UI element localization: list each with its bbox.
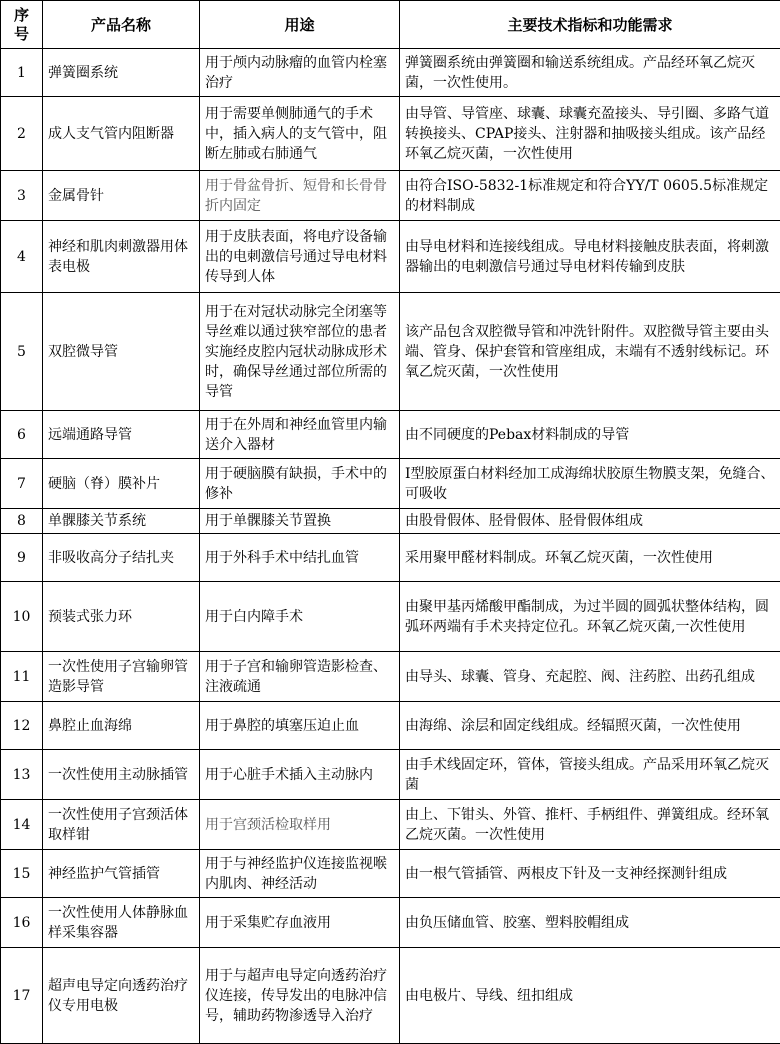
- table-row: [1, 652, 780, 702]
- product-use: 用于心脏手术插入主动脉内: [200, 750, 400, 800]
- product-name: 一次性使用人体静脉血样采集容器: [43, 898, 200, 948]
- product-use: 用于子宫和输卵管造影检查、注液疏通: [200, 652, 400, 702]
- row-number: 12: [1, 702, 43, 750]
- row-number: 13: [1, 750, 43, 800]
- row-number: 1: [1, 49, 43, 97]
- product-use: 用于骨盆骨折、短骨和长骨骨折内固定: [200, 171, 400, 221]
- table-row: [1, 582, 780, 652]
- product-spec: 由导管、导管座、球囊、球囊充盈接头、导引圈、多路气道转换接头、CPAP接头、注射器和抽吸接头组成。该产品经环氧乙烷灭菌，一次性使用: [400, 97, 780, 171]
- product-name: 双腔微导管: [43, 293, 200, 411]
- product-name: 远端通路导管: [43, 411, 200, 459]
- product-spec: 由不同硬度的Pebax材料制成的导管: [400, 411, 780, 459]
- product-spec: 由股骨假体、胫骨假体、胫骨假体组成: [400, 509, 780, 534]
- product-use: 用于与神经监护仪连接监视喉内肌肉、神经活动: [200, 850, 400, 898]
- table-row: [1, 800, 780, 850]
- product-spec: 该产品包含双腔微导管和冲洗针附件。双腔微导管主要由头端、管身、保护套管和管座组成，末端有不透射线标记。环氧乙烷灭菌，一次性使用: [400, 293, 780, 411]
- row-number: 14: [1, 800, 43, 850]
- row-number: 3: [1, 171, 43, 221]
- row-number: 7: [1, 459, 43, 509]
- table-row: [1, 49, 780, 97]
- product-spec: 由手术线固定环，管体，管接头组成。产品采用环氧乙烷灭菌: [400, 750, 780, 800]
- product-use: 用于采集贮存血液用: [200, 898, 400, 948]
- row-number: 5: [1, 293, 43, 411]
- product-use: 用于硬脑膜有缺损，手术中的修补: [200, 459, 400, 509]
- product-name: 非吸收高分子结扎夹: [43, 534, 200, 582]
- product-spec: 由聚甲基丙烯酸甲酯制成，为过半圆的圆弧状整体结构，圆弧环两端有手术夹持定位孔。环氧乙烷灭菌,一次性使用: [400, 582, 780, 652]
- row-number: 4: [1, 221, 43, 293]
- product-spec: 采用聚甲醛材料制成。环氧乙烷灭菌，一次性使用: [400, 534, 780, 582]
- product-spec: 由电极片、导线、纽扣组成: [400, 948, 780, 1044]
- table-row: [1, 534, 780, 582]
- product-name: 超声电导定向透药治疗仪专用电极: [43, 948, 200, 1044]
- product-name: 金属骨针: [43, 171, 200, 221]
- product-name: 一次性使用子宫颈活体取样钳: [43, 800, 200, 850]
- product-use: 用于在外周和神经血管里内输送介入器材: [200, 411, 400, 459]
- product-spec: 由符合ISO-5832-1标准规定和符合YY/T 0605.5标准规定的材料制成: [400, 171, 780, 221]
- product-use: 用于皮肤表面，将电疗设备输出的电刺激信号通过导电材料传导到人体: [200, 221, 400, 293]
- table-row: [1, 97, 780, 171]
- product-name: 成人支气管内阻断器: [43, 97, 200, 171]
- row-number: 8: [1, 509, 43, 534]
- product-spec: 由负压储血管、胶塞、塑料胶帽组成: [400, 898, 780, 948]
- header-no: 序号: [1, 1, 43, 49]
- product-use: 用于白内障手术: [200, 582, 400, 652]
- product-use: 用于宫颈活检取样用: [200, 800, 400, 850]
- table-row: [1, 293, 780, 411]
- row-number: 2: [1, 97, 43, 171]
- table-row: [1, 850, 780, 898]
- table-row: [1, 948, 780, 1044]
- product-name: 预装式张力环: [43, 582, 200, 652]
- product-use: 用于单髁膝关节置换: [200, 509, 400, 534]
- product-use: 用于颅内动脉瘤的血管内栓塞治疗: [200, 49, 400, 97]
- product-name: 单髁膝关节系统: [43, 509, 200, 534]
- product-name: 鼻腔止血海绵: [43, 702, 200, 750]
- table-row: [1, 459, 780, 509]
- table-row: [1, 702, 780, 750]
- product-use: 用于需要单侧肺通气的手术中，插入病人的支气管中，阻断左肺或右肺通气: [200, 97, 400, 171]
- row-number: 9: [1, 534, 43, 582]
- product-spec: 弹簧圈系统由弹簧圈和输送系统组成。产品经环氧乙烷灭菌，一次性使用。: [400, 49, 780, 97]
- product-name: 神经和肌肉刺激器用体表电极: [43, 221, 200, 293]
- row-number: 16: [1, 898, 43, 948]
- row-number: 11: [1, 652, 43, 702]
- product-spec: 由一根气管插管、两根皮下针及一支神经探测针组成: [400, 850, 780, 898]
- product-use: 用于外科手术中结扎血管: [200, 534, 400, 582]
- product-use: 用于与超声电导定向透药治疗仪连接，传导发出的电脉冲信号，辅助药物渗透导入治疗: [200, 948, 400, 1044]
- table-row: [1, 171, 780, 221]
- table-row: [1, 221, 780, 293]
- product-spec: Ⅰ型胶原蛋白材料经加工成海绵状胶原生物膜支架，免缝合、可吸收: [400, 459, 780, 509]
- table-row: [1, 509, 780, 534]
- table-header-row: [1, 1, 780, 49]
- product-name: 弹簧圈系统: [43, 49, 200, 97]
- product-use: 用于鼻腔的填塞压迫止血: [200, 702, 400, 750]
- row-number: 17: [1, 948, 43, 1044]
- header-name: 产品名称: [43, 1, 200, 49]
- product-name: 硬脑（脊）膜补片: [43, 459, 200, 509]
- row-number: 15: [1, 850, 43, 898]
- row-number: 6: [1, 411, 43, 459]
- product-name: 神经监护气管插管: [43, 850, 200, 898]
- product-name: 一次性使用子宫输卵管造影导管: [43, 652, 200, 702]
- table-row: [1, 898, 780, 948]
- product-use: 用于在对冠状动脉完全闭塞等导丝难以通过狭窄部位的患者实施经皮腔内冠状动脉成形术时，确保导丝通过部位所需的导管: [200, 293, 400, 411]
- product-name: 一次性使用主动脉插管: [43, 750, 200, 800]
- table-row: [1, 750, 780, 800]
- product-spec: 由海绵、涂层和固定线组成。经辐照灭菌，一次性使用: [400, 702, 780, 750]
- header-spec: 主要技术指标和功能需求: [400, 1, 780, 49]
- product-spec: 由上、下钳头、外管、推杆、手柄组件、弹簧组成。经环氧乙烷灭菌。一次性使用: [400, 800, 780, 850]
- row-number: 10: [1, 582, 43, 652]
- table-row: [1, 411, 780, 459]
- product-spec: 由导电材料和连接线组成。导电材料接触皮肤表面，将刺激器输出的电刺激信号通过导电材料传输到皮肤: [400, 221, 780, 293]
- product-spec: 由导头、球囊、管身、充起腔、阀、注药腔、出药孔组成: [400, 652, 780, 702]
- header-use: 用途: [200, 1, 400, 49]
